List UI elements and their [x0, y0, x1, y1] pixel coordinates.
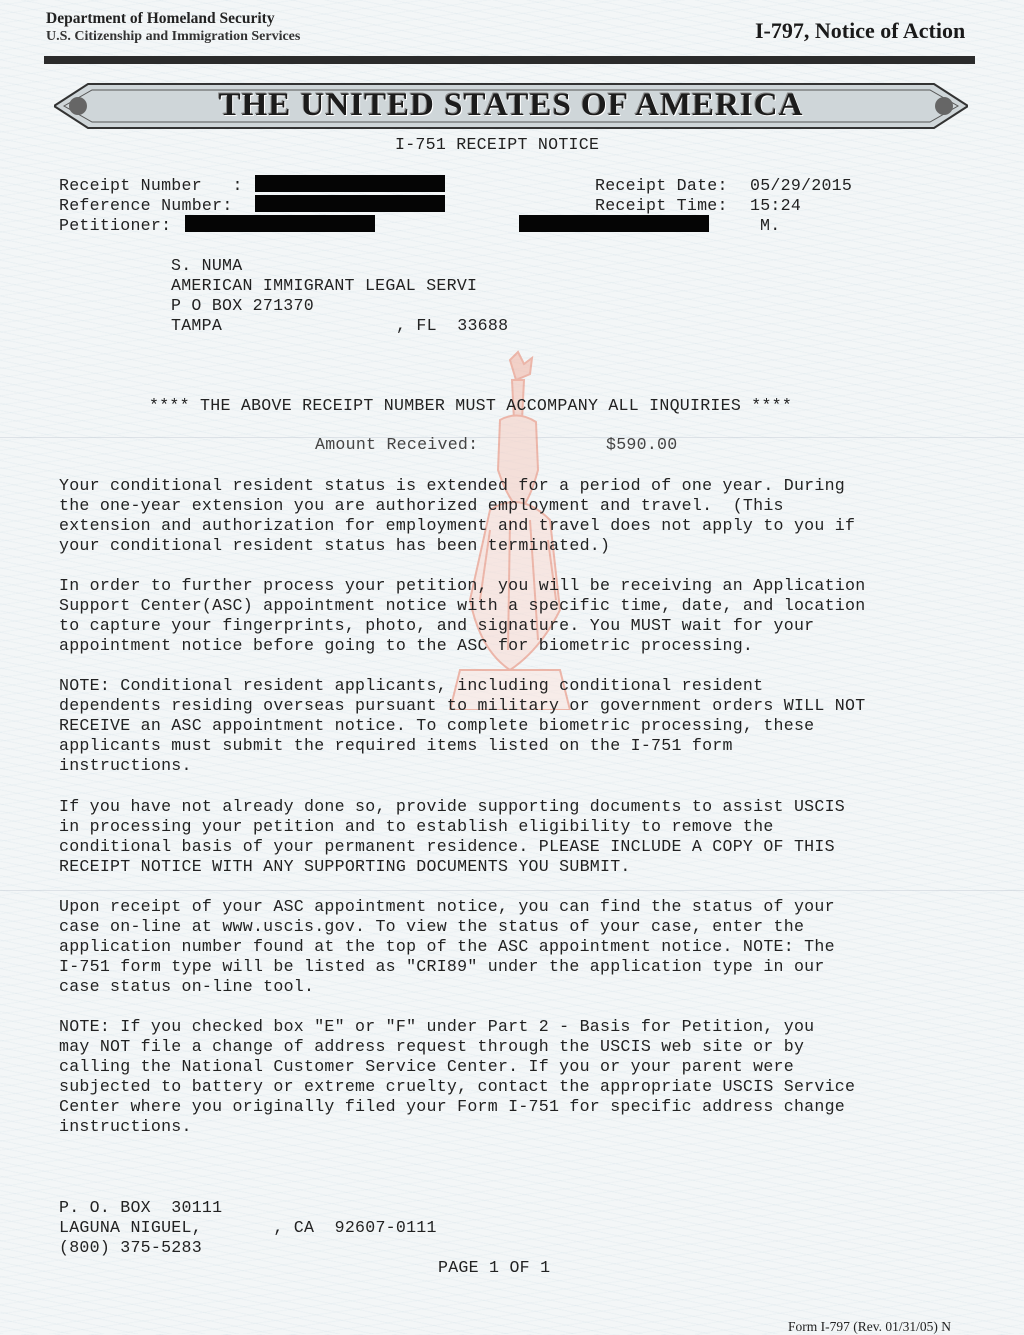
address-box: P O BOX 271370 [171, 296, 314, 315]
paragraph-status-extension: Your conditional resident status is extended for a period of one year. During the one-year extension you are authorized employment and travel. (This extension and authorization for employment and travel does not apply to you if your conditional resident status has been terminated.) [59, 476, 856, 555]
meridiem-label: M. [760, 216, 781, 235]
redaction-bar [255, 195, 445, 212]
amount-row [300, 433, 720, 451]
address-state-zip: , FL 33688 [396, 316, 509, 335]
redaction-bar [185, 215, 375, 232]
banner [54, 80, 968, 132]
receipt-date-label: Receipt Date: [595, 176, 728, 195]
address-name: S. NUMA [171, 256, 243, 275]
receipt-date: 05/29/2015 [750, 176, 853, 195]
inquiries-notice: **** THE ABOVE RECEIPT NUMBER MUST ACCOMPANY ALL INQUIRIES **** [149, 396, 793, 415]
redaction-bar [255, 175, 445, 192]
service-name: U.S. Citizenship and Immigration Services [46, 29, 301, 44]
address-city: TAMPA [171, 316, 223, 335]
redaction-bar [519, 215, 709, 232]
footer-phone: (800) 375-5283 [59, 1238, 202, 1257]
paragraph-asc-appointment: In order to further process your petition, you will be receiving an Application Support Center(ASC) appointment notice with a specific time, date, and location to capture your fingerprints, photo, and signature. You MUST wait for your appointment notice before going to the ASC for biometric processing. [59, 576, 866, 655]
paragraph-supporting-documents: If you have not already done so, provide supporting documents to assist USCIS in processing your petition and to establish eligibility to remove the conditional basis of your permanent residence. PLEASE INCLUDE A COPY OF THIS RECEIPT NOTICE WITH ANY SUPPORTING DOCUMENTS YOU SUBMIT. [59, 797, 846, 876]
banner-text: THE UNITED STATES OF AMERICA [218, 87, 804, 123]
page-number: PAGE 1 OF 1 [438, 1258, 551, 1277]
address-org: AMERICAN IMMIGRANT LEGAL SERVI [171, 276, 478, 295]
receipt-time: 15:24 [750, 196, 802, 215]
form-title: I-797, Notice of Action [755, 18, 966, 43]
reference-number-label: Reference Number: [59, 196, 233, 215]
amount-label: Amount Received: [315, 435, 479, 451]
fold-crease [0, 890, 1024, 891]
form-revision: Form I-797 (Rev. 01/31/05) N [788, 1319, 951, 1334]
receipt-number-label: Receipt Number : [59, 176, 243, 195]
paragraph-overseas-note: NOTE: Conditional resident applicants, including conditional resident dependents residing overseas pursuant to military or government orders WILL NOT RECEIVE an ASC appointment notice. To complete biometric processing, these applicants must submit the required items listed on the I-751 form instructions. [59, 676, 866, 775]
agency-name: Department of Homeland Security [46, 10, 275, 27]
paragraph-address-change-note: NOTE: If you checked box "E" or "F" under Part 2 - Basis for Petition, you may NOT file a change of address request through the USCIS web site or by calling the National Customer Service Center. If you or your parent were subjected to battery or extreme cruelty, contact the appropriate USCIS Service Center where you originally filed your Form I-751 for specific address change instructions. [59, 1017, 856, 1136]
paragraph-case-status: Upon receipt of your ASC appointment notice, you can find the status of your case on-line at www.uscis.gov. To view the status of your case, enter the application number found at the top of the ASC appointment notice. NOTE: The I-751 form type will be listed as "CRI89" under the application type in our case status on-line tool. [59, 897, 835, 996]
footer-city: LAGUNA NIGUEL, , CA 92607-0111 [59, 1218, 437, 1237]
header-rule [44, 56, 975, 64]
amount-value: $590.00 [606, 435, 678, 451]
receipt-time-label: Receipt Time: [595, 196, 728, 215]
notice-title: I-751 RECEIPT NOTICE [395, 135, 600, 154]
footer-po-box: P. O. BOX 30111 [59, 1198, 223, 1217]
petitioner-label: Petitioner: [59, 216, 172, 235]
